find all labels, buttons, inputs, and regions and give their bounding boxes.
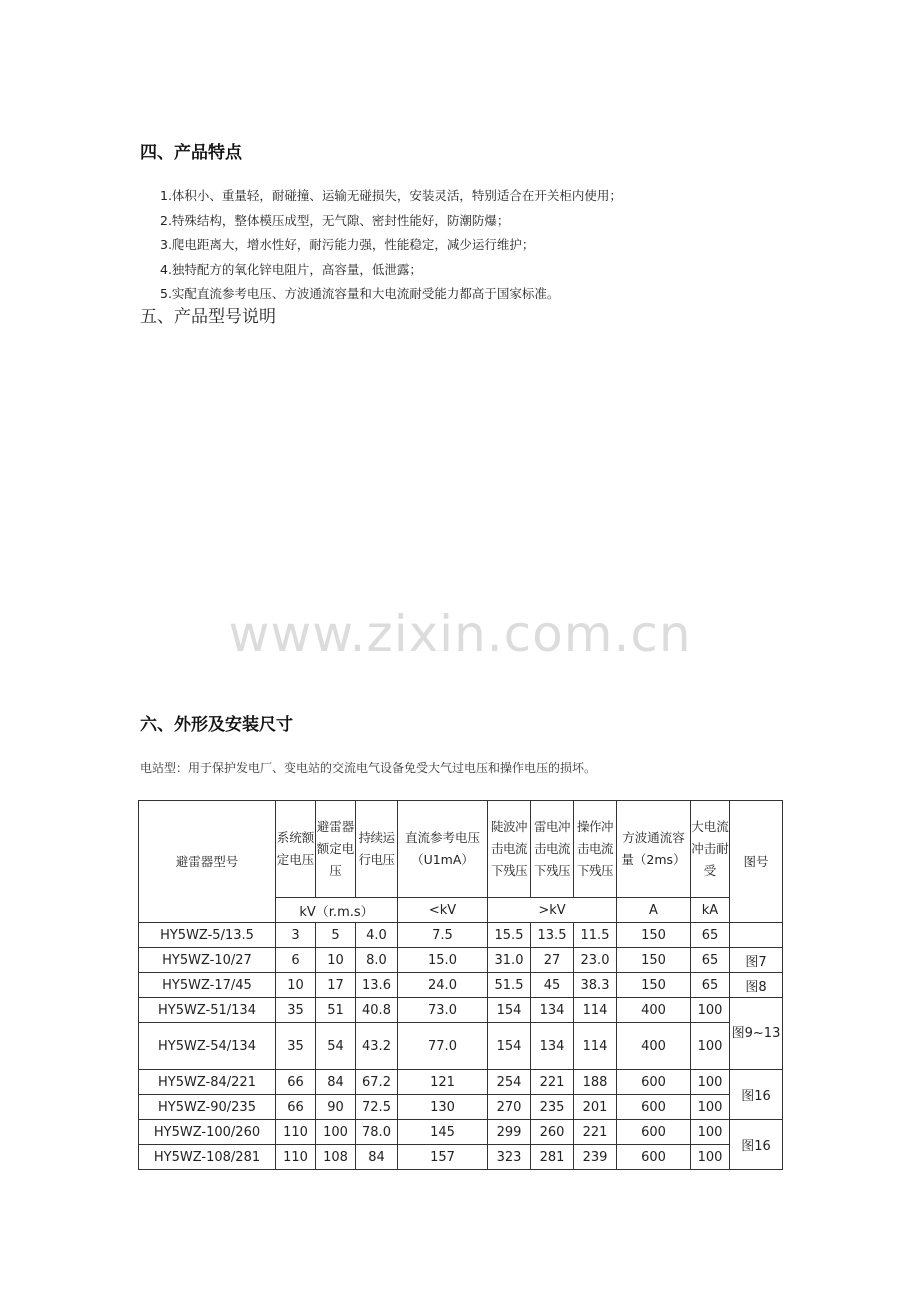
table-cell: 3 xyxy=(276,923,316,948)
table-cell: 66 xyxy=(276,1070,316,1095)
table-cell: 10 xyxy=(316,948,356,973)
table-cell: 400 xyxy=(617,998,691,1023)
header-square-wave: 方波通流容量（2ms） xyxy=(617,801,691,898)
table-cell: 51 xyxy=(316,998,356,1023)
table-cell: 17 xyxy=(316,973,356,998)
table-cell: 13.6 xyxy=(356,973,398,998)
section-6-title: 六、外形及安装尺寸 xyxy=(140,715,293,735)
table-cell: 600 xyxy=(617,1095,691,1120)
header-continuous-voltage: 持续运行电压 xyxy=(356,801,398,898)
cell-model: HY5WZ-10/27 xyxy=(139,948,276,973)
header-switching: 操作冲击电流下残压 xyxy=(574,801,617,898)
feature-item: 2.特殊结构，整体模压成型，无气隙、密封性能好，防潮防爆； xyxy=(160,212,510,228)
table-cell: 201 xyxy=(574,1095,617,1120)
table-cell: 51.5 xyxy=(488,973,531,998)
table-row xyxy=(139,948,783,973)
cell-model: HY5WZ-84/221 xyxy=(139,1070,276,1095)
table-cell: 400 xyxy=(617,1023,691,1070)
table-row xyxy=(139,1023,783,1070)
header-high-current: 大电流冲击耐受 xyxy=(691,801,730,898)
table-cell: 114 xyxy=(574,1023,617,1070)
cell-model: HY5WZ-100/260 xyxy=(139,1120,276,1145)
table-cell: 130 xyxy=(398,1095,488,1120)
cell-figure xyxy=(730,923,783,948)
cell-model: HY5WZ-108/281 xyxy=(139,1145,276,1170)
table-cell: 65 xyxy=(691,948,730,973)
section-4-title: 四、产品特点 xyxy=(140,143,242,163)
unit-square: A xyxy=(617,898,691,923)
table-cell: 13.5 xyxy=(531,923,574,948)
table-cell: 67.2 xyxy=(356,1070,398,1095)
table-cell: 38.3 xyxy=(574,973,617,998)
feature-item: 1.体积小、重量轻，耐碰撞、运输无碰损失，安装灵活，特别适合在开关柜内使用； xyxy=(160,188,622,203)
table-cell: 281 xyxy=(531,1145,574,1170)
feature-item: 5.实配直流参考电压、方波通流容量和大电流耐受能力都高于国家标准。 xyxy=(160,286,560,301)
cell-figure: 图16 xyxy=(730,1120,783,1170)
table-cell: 134 xyxy=(531,1023,574,1070)
header-steep-wave: 陡波冲击电流下残压 xyxy=(488,801,531,898)
table-cell: 24.0 xyxy=(398,973,488,998)
table-cell: 84 xyxy=(316,1070,356,1095)
cell-figure: 图7 xyxy=(730,948,783,973)
table-cell: 239 xyxy=(574,1145,617,1170)
table-cell: 35 xyxy=(276,1023,316,1070)
table-cell: 65 xyxy=(691,923,730,948)
table-cell: 100 xyxy=(691,1095,730,1120)
table-cell: 72.5 xyxy=(356,1095,398,1120)
table-row xyxy=(139,973,783,998)
table-cell: 77.0 xyxy=(398,1023,488,1070)
table-cell: 150 xyxy=(617,948,691,973)
table-cell: 23.0 xyxy=(574,948,617,973)
table-cell: 31.0 xyxy=(488,948,531,973)
table-cell: 100 xyxy=(691,998,730,1023)
table-cell: 110 xyxy=(276,1120,316,1145)
table-row xyxy=(139,1120,783,1145)
table-cell: 5 xyxy=(316,923,356,948)
table-cell: 100 xyxy=(691,1023,730,1070)
table-cell: 299 xyxy=(488,1120,531,1145)
table-cell: 188 xyxy=(574,1070,617,1095)
table-cell: 145 xyxy=(398,1120,488,1145)
feature-item: 3.爬电距离大，增水性好，耐污能力强，性能稳定，减少运行维护； xyxy=(160,237,535,252)
watermark: www.zixin.com.cn xyxy=(228,605,692,663)
header-system-voltage: 系统额定电压 xyxy=(276,801,316,898)
table-cell: 154 xyxy=(488,998,531,1023)
header-figure: 图号 xyxy=(730,801,783,923)
header-row xyxy=(139,801,783,898)
table-cell: 134 xyxy=(531,998,574,1023)
table-cell: 15.0 xyxy=(398,948,488,973)
table-cell: 11.5 xyxy=(574,923,617,948)
spec-table xyxy=(138,800,783,1170)
table-cell: 154 xyxy=(488,1023,531,1070)
feature-list xyxy=(160,184,622,307)
header-model: 避雷器型号 xyxy=(139,801,276,923)
table-cell: 15.5 xyxy=(488,923,531,948)
table-cell: 150 xyxy=(617,973,691,998)
table-cell: 100 xyxy=(316,1120,356,1145)
table-cell: 45 xyxy=(531,973,574,998)
table-cell: 108 xyxy=(316,1145,356,1170)
table-cell: 150 xyxy=(617,923,691,948)
cell-model: HY5WZ-5/13.5 xyxy=(139,923,276,948)
cell-figure: 图16 xyxy=(730,1070,783,1120)
table-cell: 254 xyxy=(488,1070,531,1095)
unit-dc: <kV xyxy=(398,898,488,923)
table-cell: 260 xyxy=(531,1120,574,1145)
feature-item: 4.独特配方的氧化锌电阻片，高容量，低泄露； xyxy=(160,261,422,277)
table-cell: 54 xyxy=(316,1023,356,1070)
header-lightning: 雷电冲击电流下残压 xyxy=(531,801,574,898)
unit-current: kA xyxy=(691,898,730,923)
table-cell: 157 xyxy=(398,1145,488,1170)
table-row xyxy=(139,1070,783,1095)
cell-figure: 图9~13 xyxy=(730,998,783,1070)
table-cell: 100 xyxy=(691,1120,730,1145)
table-cell: 235 xyxy=(531,1095,574,1120)
cell-model: HY5WZ-54/134 xyxy=(139,1023,276,1070)
table-cell: 90 xyxy=(316,1095,356,1120)
cell-figure: 图8 xyxy=(730,973,783,998)
table-cell: 66 xyxy=(276,1095,316,1120)
cell-model: HY5WZ-51/134 xyxy=(139,998,276,1023)
table-cell: 27 xyxy=(531,948,574,973)
table-cell: 10 xyxy=(276,973,316,998)
section-5-title: 五、产品型号说明 xyxy=(140,307,276,327)
unit-voltage-rms: kV（r.m.s） xyxy=(276,898,398,923)
table-cell: 110 xyxy=(276,1145,316,1170)
table-cell: 121 xyxy=(398,1070,488,1095)
table-cell: 221 xyxy=(531,1070,574,1095)
table-cell: 78.0 xyxy=(356,1120,398,1145)
header-dc-reference: 直流参考电压（U1mA） xyxy=(398,801,488,898)
table-cell: 114 xyxy=(574,998,617,1023)
table-cell: 7.5 xyxy=(398,923,488,948)
table-cell: 6 xyxy=(276,948,316,973)
table-cell: 73.0 xyxy=(398,998,488,1023)
section-6-intro: 电站型：用于保护发电厂、变电站的交流电气设备免受大气过电压和操作电压的损坏。 xyxy=(140,761,597,775)
cell-model: HY5WZ-17/45 xyxy=(139,973,276,998)
unit-residual: >kV xyxy=(488,898,617,923)
table-row xyxy=(139,923,783,948)
header-rated-voltage: 避雷器额定电压 xyxy=(316,801,356,898)
table-cell: 600 xyxy=(617,1070,691,1095)
table-row xyxy=(139,998,783,1023)
table-cell: 600 xyxy=(617,1120,691,1145)
table-row xyxy=(139,1095,783,1120)
table-cell: 84 xyxy=(356,1145,398,1170)
table-cell: 221 xyxy=(574,1120,617,1145)
table-cell: 40.8 xyxy=(356,998,398,1023)
table-cell: 35 xyxy=(276,998,316,1023)
table-cell: 4.0 xyxy=(356,923,398,948)
table-cell: 8.0 xyxy=(356,948,398,973)
table-cell: 323 xyxy=(488,1145,531,1170)
table-cell: 43.2 xyxy=(356,1023,398,1070)
cell-model: HY5WZ-90/235 xyxy=(139,1095,276,1120)
table-row xyxy=(139,1145,783,1170)
table-cell: 270 xyxy=(488,1095,531,1120)
table-cell: 100 xyxy=(691,1145,730,1170)
table-cell: 600 xyxy=(617,1145,691,1170)
table-cell: 65 xyxy=(691,973,730,998)
table-cell: 100 xyxy=(691,1070,730,1095)
